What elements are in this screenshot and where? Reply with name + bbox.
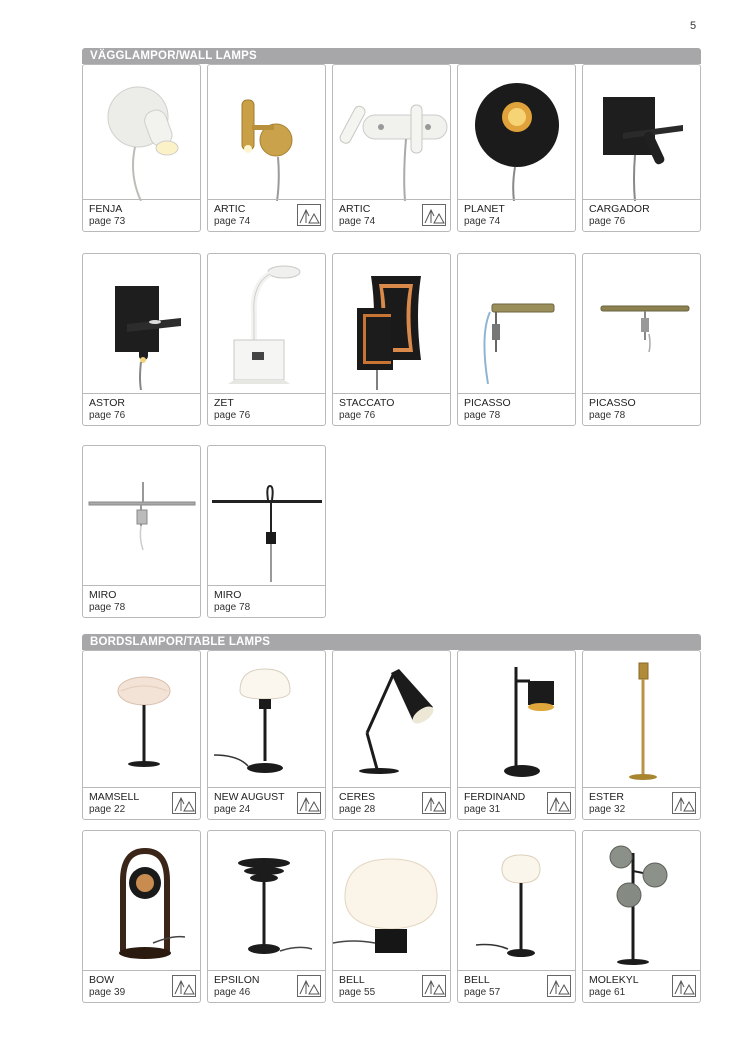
ceres-lamp-icon [333,651,450,787]
product-page: page 55 [339,987,376,998]
product-page: page 74 [339,216,376,227]
product-card-mamsell[interactable] [82,650,201,820]
product-page: page 78 [89,602,126,613]
ferdinand-lamp-icon [458,651,575,787]
product-page: page 76 [339,410,376,421]
bow-lamp-icon [83,831,200,967]
energy-label-icon [172,792,196,814]
epsilon-lamp-icon [208,831,325,967]
page-number: 5 [690,20,697,32]
product-name: FENJA [89,203,123,215]
product-name: PLANET [464,203,505,215]
cargador-lamp-icon [583,65,700,201]
planet-lamp-icon [458,65,575,201]
product-card-astor[interactable] [82,253,201,426]
product-name: BELL [339,974,365,986]
miro-steel-lamp-icon [83,446,200,582]
product-card-bow[interactable] [82,830,201,1003]
energy-label-icon [172,975,196,997]
product-card-staccato[interactable] [332,253,451,426]
product-page: page 73 [89,216,126,227]
picasso-lamp-icon [458,254,575,390]
product-page: page 46 [214,987,251,998]
product-name: CARGADOR [589,203,650,215]
product-page: page 57 [464,987,501,998]
product-card-new-august[interactable] [207,650,326,820]
product-card-picasso[interactable] [457,253,576,426]
product-name: PICASSO [589,397,636,409]
product-page: page 74 [214,216,251,227]
product-name: NEW AUGUST [214,791,285,803]
picasso-wide-lamp-icon [583,254,700,390]
product-name: BELL [464,974,490,986]
product-page: page 31 [464,804,501,815]
energy-label-icon [672,792,696,814]
product-name: CERES [339,791,376,803]
product-page: page 76 [89,410,126,421]
product-name: MOLEKYL [589,974,639,986]
bell-large-lamp-icon [333,831,450,967]
product-card-planet[interactable] [457,64,576,232]
artic-brass-lamp-icon [208,65,325,201]
product-card-epsilon[interactable] [207,830,326,1003]
product-name: ESTER [589,791,625,803]
artic-white-double-lamp-icon [333,65,450,201]
product-card-zet[interactable] [207,253,326,426]
product-name: MIRO [89,589,117,601]
product-page: page 28 [339,804,376,815]
energy-label-icon [297,792,321,814]
product-card-cargador[interactable] [582,64,701,232]
product-page: page 39 [89,987,126,998]
product-card-picasso-wide[interactable] [582,253,701,426]
bell-small-lamp-icon [458,831,575,967]
product-name: FERDINAND [464,791,526,803]
product-page: page 76 [589,216,626,227]
product-name: STACCATO [339,397,395,409]
energy-label-icon [422,975,446,997]
product-name: ARTIC [339,203,371,215]
energy-label-icon [547,792,571,814]
energy-label-icon [672,975,696,997]
product-card-miro-black[interactable] [207,445,326,618]
product-card-ceres[interactable] [332,650,451,820]
product-name: PICASSO [464,397,511,409]
product-card-ferdinand[interactable] [457,650,576,820]
product-page: page 22 [89,804,126,815]
astor-lamp-icon [83,254,200,390]
molekyl-lamp-icon [583,831,700,967]
ester-lamp-icon [583,651,700,787]
mamsell-lamp-icon [83,651,200,787]
section-title-table-lamps: BORDSLAMPOR/TABLE LAMPS [82,634,701,650]
product-name: BOW [89,974,115,986]
product-card-bell-large[interactable] [332,830,451,1003]
product-name: ARTIC [214,203,246,215]
product-page: page 32 [589,804,626,815]
energy-label-icon [297,975,321,997]
energy-label-icon [547,975,571,997]
miro-black-lamp-icon [208,446,325,582]
zet-lamp-icon [208,254,325,390]
energy-label-icon [297,204,321,226]
product-name: MIRO [214,589,242,601]
product-card-artic-brass[interactable] [207,64,326,232]
product-page: page 76 [214,410,251,421]
new-august-lamp-icon [208,651,325,787]
product-name: MAMSELL [89,791,140,803]
product-card-ester[interactable] [582,650,701,820]
energy-label-icon [422,204,446,226]
product-card-miro-steel[interactable] [82,445,201,618]
section-title-wall-lamps: VÄGGLAMPOR/WALL LAMPS [82,48,701,64]
product-card-artic-white[interactable] [332,64,451,232]
product-page: page 24 [214,804,251,815]
product-card-molekyl[interactable] [582,830,701,1003]
staccato-lamp-icon [333,254,450,390]
product-page: page 74 [464,216,501,227]
product-page: page 61 [589,987,626,998]
product-name: ZET [214,397,234,409]
energy-label-icon [422,792,446,814]
product-page: page 78 [589,410,626,421]
fenja-lamp-icon [83,65,200,201]
product-card-fenja[interactable] [82,64,201,232]
product-card-bell-small[interactable] [457,830,576,1003]
product-name: ASTOR [89,397,125,409]
product-name: EPSILON [214,974,260,986]
product-page: page 78 [214,602,251,613]
product-page: page 78 [464,410,501,421]
